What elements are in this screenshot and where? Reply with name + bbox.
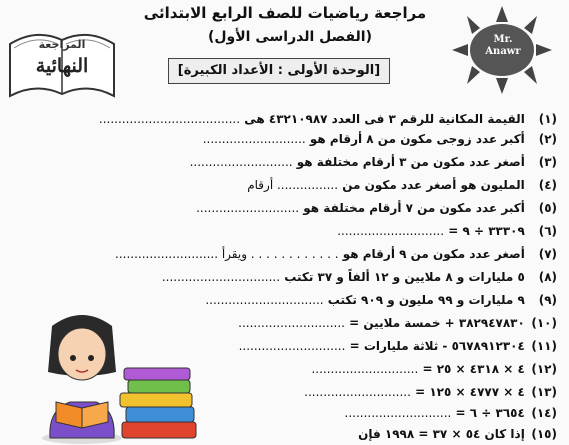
question-text: ٣٣٣٠٩ ÷ ٩ =	[448, 224, 525, 238]
question-number: (٧)	[538, 247, 557, 261]
question-text: أصغر عدد مكون من ٩ أرقام هو	[342, 247, 525, 261]
answer-blank: ............................	[344, 406, 452, 420]
teacher-badge-text	[474, 34, 532, 58]
girl-reading-illustration-icon	[30, 310, 200, 445]
question-item	[358, 427, 557, 441]
question-text: القيمة المكانية للرقم ٣ فى العدد ٤٣٢١٠٩٨٧ هى	[244, 112, 525, 126]
question-text: ٥٦٧٨٩١٢٣٠٤ - ثلاثة مليارات =	[349, 339, 525, 353]
question-number: (١٣)	[531, 385, 557, 399]
answer-blank: ............................	[311, 362, 419, 376]
question-item	[162, 270, 557, 284]
answer-blank: ............................	[238, 316, 345, 330]
question-number: (١)	[538, 112, 557, 126]
question-item	[337, 224, 557, 238]
question-item	[239, 339, 557, 353]
question-item	[190, 155, 557, 169]
question-text: أصغر عدد مكون من ٣ أرقام مختلفة هو	[296, 155, 525, 169]
unit-heading: [الوحدة الأولى : الأعداد الكبيرة]	[168, 58, 390, 84]
question-text: ٣٨٢٩٤٧٨٣٠ + خمسة ملايين =	[349, 316, 525, 330]
question-text: إذا كان ٥٤ × ٣٧ = ١٩٩٨ فإن	[358, 427, 525, 441]
question-item	[205, 293, 557, 307]
question-item	[203, 132, 557, 146]
answer-blank: ............................	[238, 339, 346, 353]
question-text: أكبر عدد زوجى مكون من ٨ أرقام هو	[309, 132, 525, 146]
question-text: ٩ مليارات و ٩٩ مليون و ٩٠٩ تكتب	[327, 293, 525, 307]
question-number: (٢)	[538, 132, 557, 146]
answer-blank: . . . . . . . . . . . . ويقرأ ...........................	[115, 247, 339, 261]
answer-blank: ...........................	[202, 132, 306, 146]
page-title: مراجعة رياضيات للصف الرابع الابتدائى	[143, 4, 427, 22]
question-number: (١٥)	[531, 427, 557, 441]
question-item	[115, 247, 557, 261]
answer-blank: ...........................	[189, 155, 293, 169]
question-text: ٥ مليارات و ٨ ملايين و ١٢ ألفاً و ٣٧ تكتب	[284, 270, 525, 284]
badge-line1: Mr.	[493, 34, 513, 45]
answer-blank: ...............................	[205, 293, 324, 307]
answer-blank: ................ أرقام	[247, 178, 339, 192]
question-number: (٣)	[538, 155, 557, 169]
answer-blank: ............................	[304, 385, 411, 399]
question-text: ٤ × ٤٣١٨ × ٢٥ =	[422, 362, 525, 376]
question-number: (٩)	[538, 293, 557, 307]
question-number: (١٠)	[531, 316, 557, 330]
question-item	[304, 385, 557, 399]
question-item	[99, 112, 557, 126]
question-item	[311, 362, 557, 376]
answer-blank: ...............................	[161, 270, 281, 284]
question-number: (١١)	[531, 339, 557, 353]
question-text: ٣٦٥٤ ÷ ٦ =	[455, 406, 525, 420]
question-number: (٥)	[538, 201, 557, 215]
logo-big-text: النهائية	[35, 55, 89, 77]
term-subtitle: (الفصل الدراسى الأول)	[208, 29, 372, 45]
question-item	[345, 406, 557, 420]
logo-small-text: المراجعة	[38, 38, 86, 51]
question-text: ٤ × ٤٧٧٧ × ١٢٥ =	[415, 385, 525, 399]
answer-blank: ............................	[337, 224, 445, 238]
question-item	[196, 201, 557, 215]
badge-line2: Anawr	[485, 46, 521, 57]
question-item	[238, 316, 557, 330]
question-number: (٦)	[538, 224, 557, 238]
question-text: أكبر عدد مكون من ٧ أرقام مختلفة هو	[303, 201, 525, 215]
answer-blank: .....................................	[98, 112, 241, 126]
question-number: (٨)	[538, 270, 557, 284]
question-item	[247, 178, 557, 192]
question-text: المليون هو أصغر عدد مكون من	[342, 178, 525, 192]
question-number: (٤)	[538, 178, 557, 192]
answer-blank: ...........................	[196, 201, 300, 215]
question-number: (١٤)	[531, 406, 557, 420]
question-number: (١٢)	[531, 362, 557, 376]
